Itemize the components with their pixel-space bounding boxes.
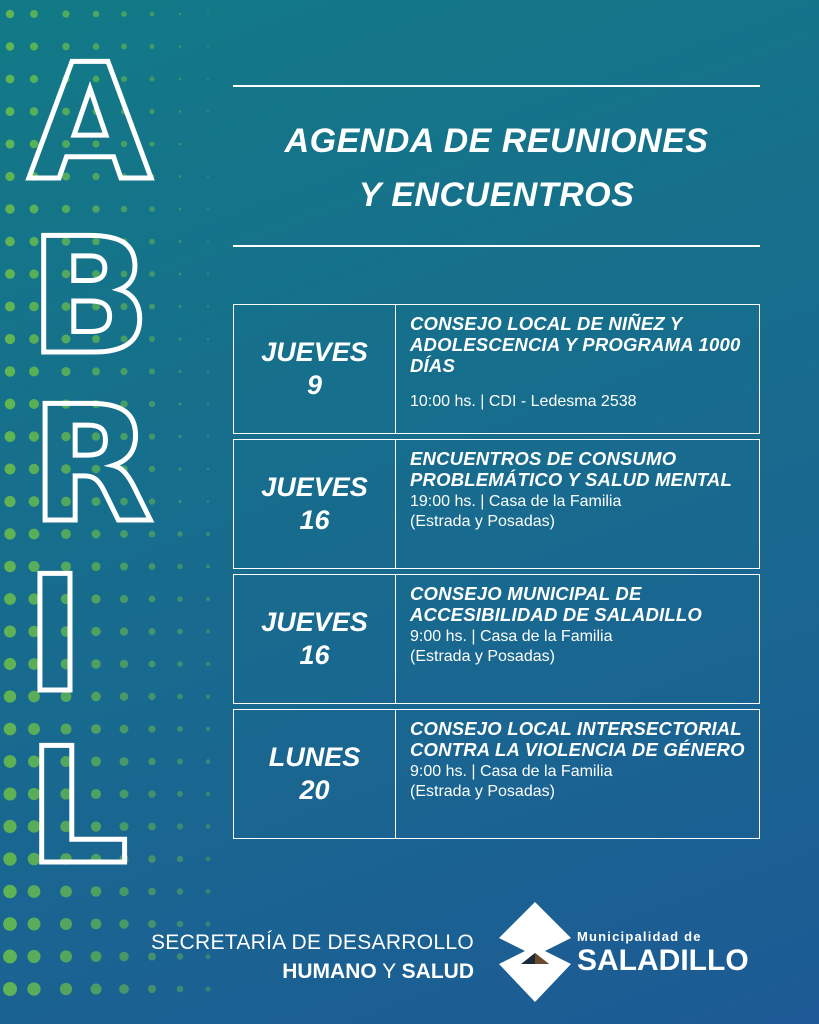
event-detail-line-2: (Estrada y Posadas) (410, 513, 555, 530)
month-letter-b: B (29, 203, 151, 390)
month-letter-l: L (27, 713, 129, 900)
event-detail (410, 627, 749, 667)
event-detail-line-1: 19:00 hs. | Casa de la Familia (410, 493, 622, 510)
month-letter-a: A (28, 29, 152, 216)
event-date (233, 304, 396, 434)
event-day-number: 9 (306, 370, 323, 400)
month-letter-r: R (30, 371, 154, 558)
event-detail (410, 392, 749, 412)
event-row (233, 304, 760, 434)
title-line-2: Y ENCUENTROS (358, 176, 635, 214)
event-detail-line-2: (Estrada y Posadas) (410, 648, 555, 665)
municipality-logo-icon (495, 898, 575, 1006)
secretaria-line-2 (90, 957, 474, 986)
secretaria-word-humano: HUMANO (282, 960, 377, 983)
title-rule-bottom (233, 245, 760, 247)
event-detail-line-1: 9:00 hs. | Casa de la Familia (410, 763, 613, 780)
event-detail-line-1: 10:00 hs. | CDI - Ledesma 2538 (410, 393, 637, 410)
event-info (396, 304, 760, 434)
title-line-1: AGENDA DE REUNIONES (284, 122, 709, 160)
event-row (233, 439, 760, 569)
event-title: CONSEJO MUNICIPAL DE ACCESIBILIDAD DE SALADILLO (410, 583, 702, 625)
secretaria-connector: Y (382, 960, 396, 983)
event-day-number: 16 (299, 640, 330, 670)
event-day-name: JUEVES (261, 337, 368, 367)
event-day-name: LUNES (268, 742, 361, 772)
event-title: CONSEJO LOCAL DE NIÑEZ Y ADOLESCENCIA Y PROGRAMA 1000 DÍAS (410, 313, 741, 376)
title-rule-top (233, 85, 760, 87)
event-row (233, 574, 760, 704)
event-title: CONSEJO LOCAL INTERSECTORIAL CONTRA LA VIOLENCIA DE GÉNERO (410, 718, 745, 760)
event-detail (410, 762, 749, 802)
secretaria-line-1: SECRETARÍA DE DESARROLLO (150, 931, 474, 954)
event-info (396, 709, 760, 839)
event-row (233, 709, 760, 839)
event-date (233, 574, 396, 704)
secretaria-credit (90, 928, 474, 986)
event-day-name: JUEVES (261, 472, 368, 502)
event-date (233, 439, 396, 569)
event-day-number: 20 (299, 775, 330, 805)
logo-prefix: Municipalidad de (577, 929, 702, 944)
month-letter-i: I (25, 541, 85, 728)
event-detail-line-1: 9:00 hs. | Casa de la Familia (410, 628, 613, 645)
event-info (396, 574, 760, 704)
month-letters (0, 0, 230, 1024)
logo-name: SALADILLO (577, 944, 749, 977)
event-title: ENCUENTROS DE CONSUMO PROBLEMÁTICO Y SALUD MENTAL (410, 448, 732, 490)
event-day-name: JUEVES (261, 607, 368, 637)
event-detail-line-2: (Estrada y Posadas) (410, 783, 555, 800)
event-info (396, 439, 760, 569)
secretaria-word-salud: SALUD (401, 960, 474, 983)
event-day-number: 16 (299, 505, 330, 535)
event-detail (410, 492, 749, 532)
municipality-logo-text (577, 929, 749, 976)
page-title (233, 114, 760, 222)
event-date (233, 709, 396, 839)
